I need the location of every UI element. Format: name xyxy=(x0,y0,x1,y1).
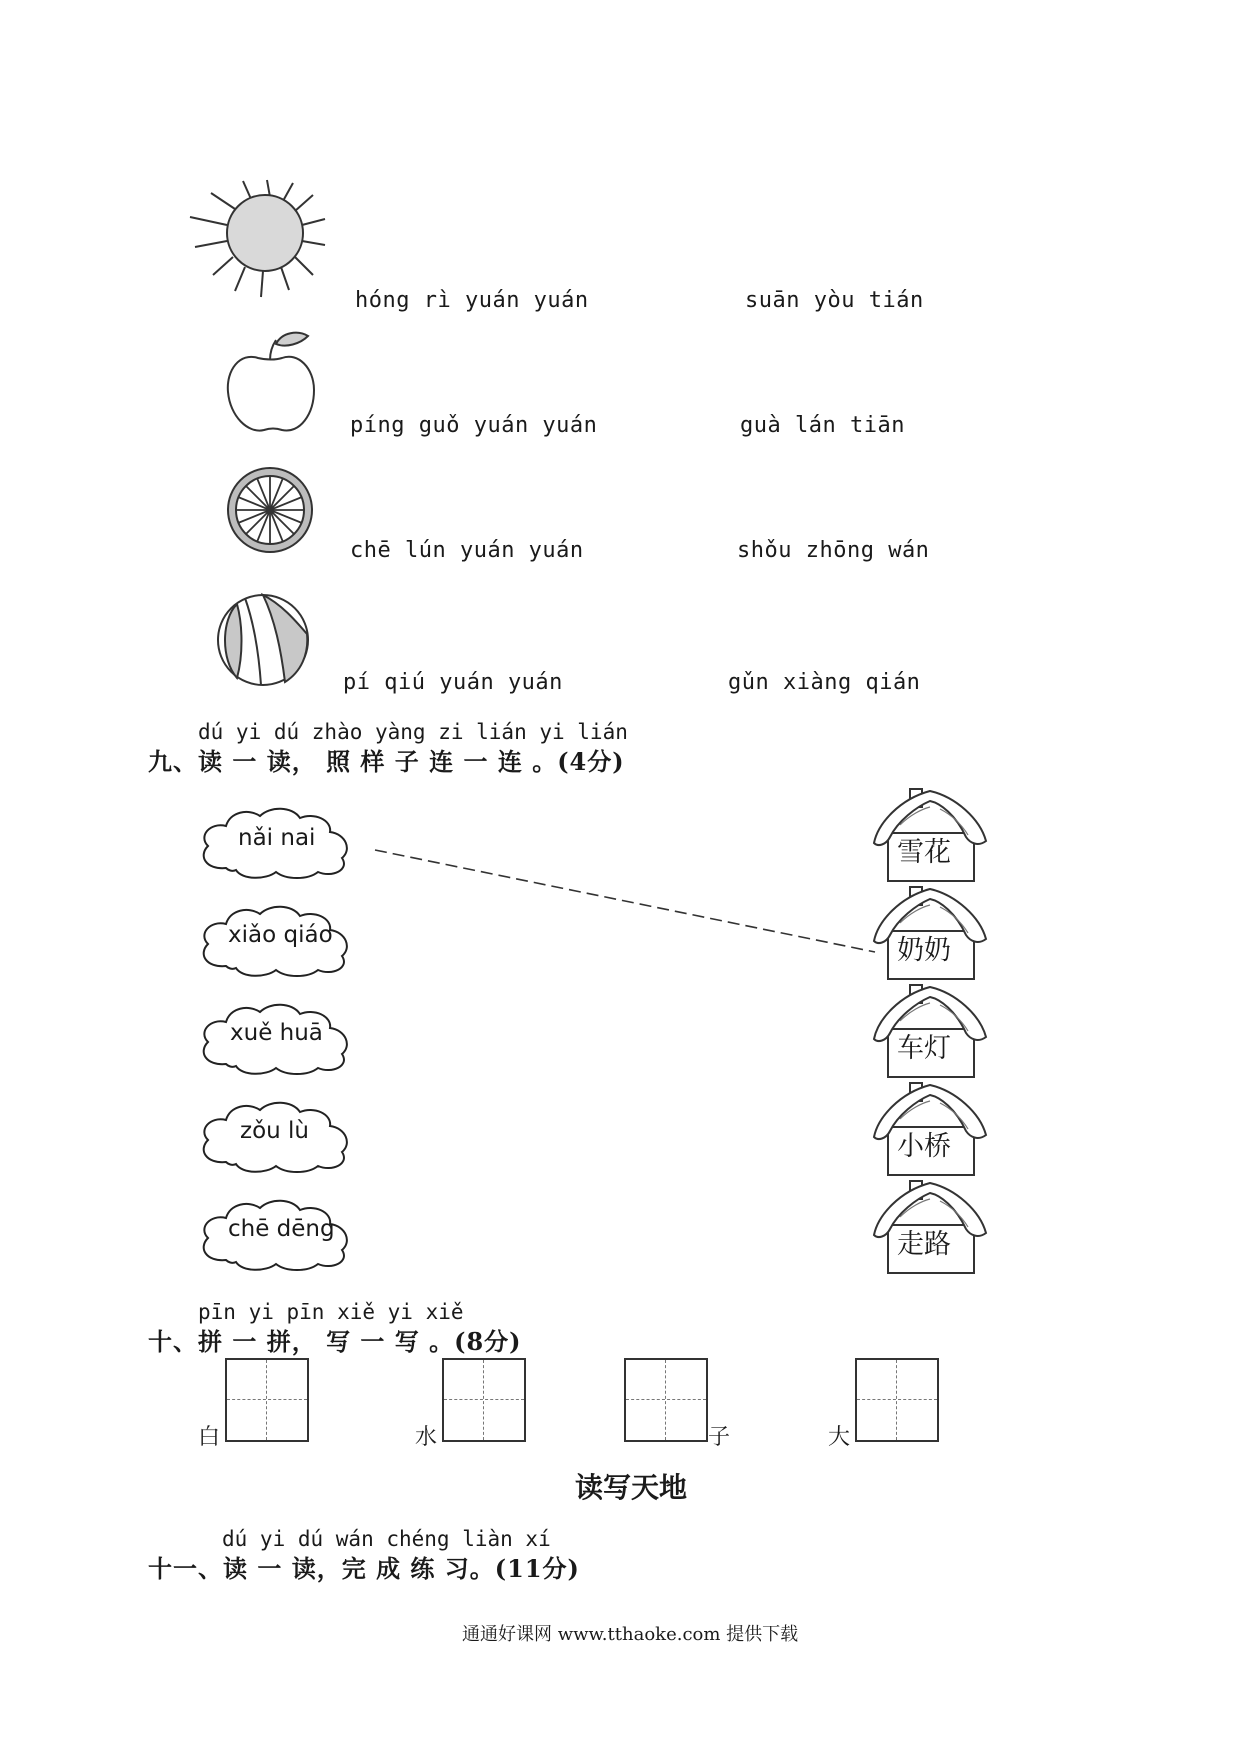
cloud-1-label: nǎi nai xyxy=(238,825,316,851)
row3-right-pinyin: shǒu zhōng wán xyxy=(737,538,930,563)
char-shui: 水 xyxy=(415,1425,438,1450)
row1-right-pinyin: suān yòu tián xyxy=(745,288,924,313)
section11-heading: 十一、读 一 读，完 成 练 习。(11分) xyxy=(148,1554,580,1583)
row3-left-pinyin: chē lún yuán yuán xyxy=(350,538,584,563)
house-5-label: 走路 xyxy=(897,1229,951,1260)
char-da: 大 xyxy=(828,1425,851,1450)
char-zi: 子 xyxy=(708,1425,731,1450)
example-connection-line xyxy=(370,840,890,960)
writing-box-3[interactable] xyxy=(624,1358,708,1442)
cloud-2-label: xiǎo qiáo xyxy=(228,922,333,948)
section9-ruby: dú yi dú zhào yàng zi lián yi lián xyxy=(198,720,628,744)
cloud-5-label: chē dēng xyxy=(228,1216,335,1242)
section10-heading: 十、拼 一 拼， 写 一 写 。(8分) xyxy=(148,1327,522,1356)
row2-right-pinyin: guà lán tiān xyxy=(740,413,905,438)
wheel-icon xyxy=(225,465,315,555)
writing-box-4[interactable] xyxy=(855,1358,939,1442)
section9-heading: 九、读 一 读， 照 样 子 连 一 连 。(4分) xyxy=(148,747,625,776)
footer-text: 通通好课网 www.tthaoke.com 提供下载 xyxy=(462,1624,799,1645)
house-2-label: 奶奶 xyxy=(897,935,951,966)
ball-icon xyxy=(215,590,315,690)
section11-ruby: dú yi dú wán chéng liàn xí xyxy=(222,1527,551,1551)
row2-left-pinyin: píng guǒ yuán yuán xyxy=(350,413,598,438)
section-title: 读写天地 xyxy=(575,1471,688,1504)
section10-ruby: pīn yi pīn xiě yi xiě xyxy=(198,1300,464,1324)
house-1-label: 雪花 xyxy=(897,837,951,868)
row4-right-pinyin: gǔn xiàng qián xyxy=(728,670,921,695)
sun-icon xyxy=(185,175,335,305)
house-3-label: 车灯 xyxy=(897,1033,951,1064)
writing-box-2[interactable] xyxy=(442,1358,526,1442)
cloud-4-label: zǒu lù xyxy=(240,1118,309,1144)
apple-icon xyxy=(220,330,330,440)
char-bai: 白 xyxy=(198,1425,221,1450)
writing-box-1[interactable] xyxy=(225,1358,309,1442)
cloud-3-label: xuě huā xyxy=(230,1020,323,1046)
house-4-label: 小桥 xyxy=(897,1131,951,1162)
row1-left-pinyin: hóng rì yuán yuán xyxy=(355,288,589,313)
row4-left-pinyin: pí qiú yuán yuán xyxy=(343,670,563,695)
